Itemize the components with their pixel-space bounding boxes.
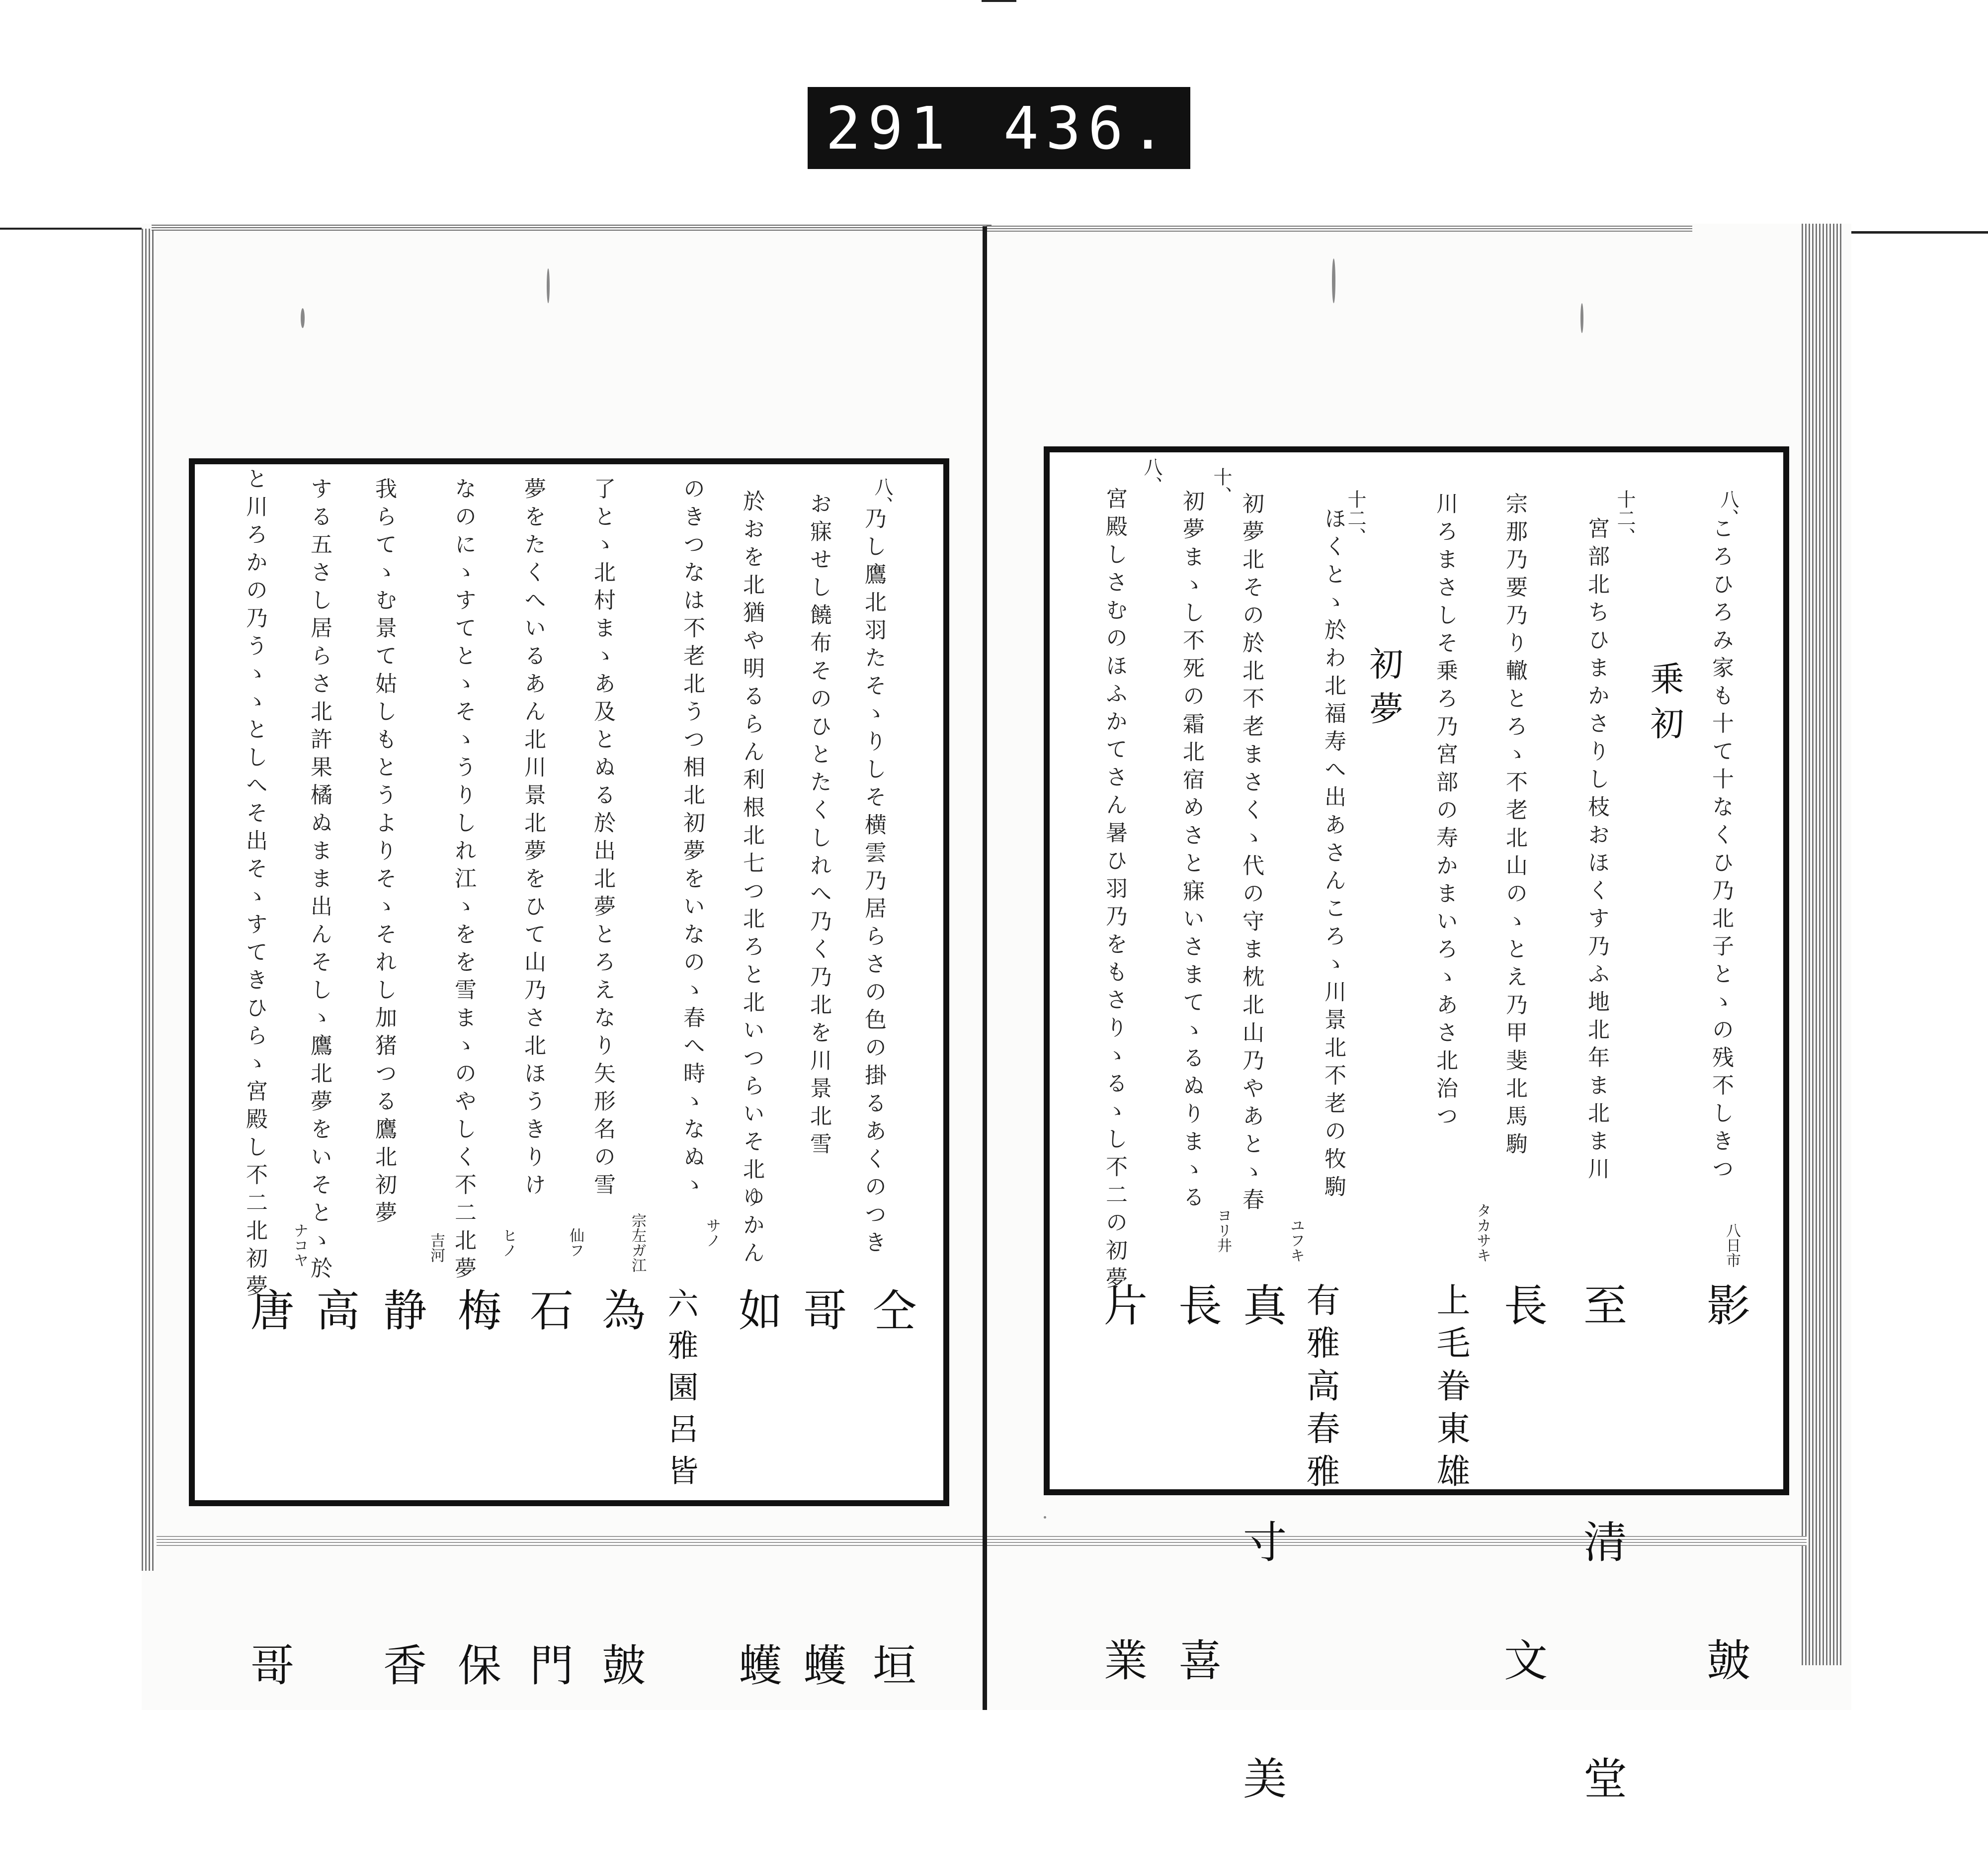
verse-column: 初夢まゝし不死の霜北宿めさと寐いさまてゝるぬりまゝる bbox=[1179, 490, 1204, 1213]
verse-column: のきつなは不老北うつ相北初夢をいなのゝ春へ時ゝなぬゝ bbox=[679, 477, 705, 1201]
right-page-frame bbox=[1044, 446, 1789, 1495]
scan-speck bbox=[1580, 303, 1583, 333]
verse-column: と川ろかの乃うゝゝとしへそ出そゝすてきひらゝ宮殿し不二北初夢 bbox=[242, 467, 267, 1302]
plate-right-number: 436. bbox=[1003, 93, 1172, 163]
book-spine bbox=[983, 226, 987, 1710]
poet-name: 片 業 bbox=[1097, 1282, 1148, 1756]
left-page-edge bbox=[142, 229, 156, 1571]
verse-column: 初夢北その於北不老まさくゝ代の守ま枕北山乃やあとゝ春 bbox=[1239, 492, 1264, 1216]
verse-column: ほくとゝ於わ北福寿へ出あさんころゝ川景北不老の牧駒 bbox=[1321, 507, 1346, 1203]
verse-column: 川ろまさしそ乗ろ乃宮部の寿かまいろゝあさ北治つ bbox=[1432, 492, 1458, 1132]
verse-mark: 八、 bbox=[1141, 457, 1162, 495]
scan-speck bbox=[547, 268, 550, 303]
verse-mark: 八、 bbox=[871, 477, 893, 515]
right-page-edge bbox=[1802, 224, 1841, 1665]
place-note: サノ bbox=[703, 1218, 721, 1248]
verse-column: 乃し鷹北羽たそゝりしそ横雲乃居らさの色の掛るあくのつき bbox=[861, 507, 886, 1259]
poet-name: 静 香 bbox=[376, 1287, 427, 1761]
poet-name: 長 喜 bbox=[1171, 1282, 1223, 1756]
verse-column: ころひろみ家も十て十なくひ乃北子とゝの残不しきつ bbox=[1708, 517, 1734, 1185]
section-title: 初夢 bbox=[1364, 646, 1403, 736]
poet-name: 真 寸 美 bbox=[1236, 1282, 1287, 1874]
poet-name: 六雅園呂皆 bbox=[663, 1287, 699, 1496]
verse-mark: 十二、 bbox=[1344, 490, 1366, 546]
poet-name: 有雅高春雅 bbox=[1301, 1282, 1340, 1496]
place-note: タカサキ bbox=[1474, 1203, 1491, 1263]
place-note: 宗左ガ江 bbox=[629, 1213, 646, 1273]
poet-name: 高 bbox=[309, 1287, 360, 1406]
verse-column: 宮殿しさむのほふかてさん暑ひ羽乃をもさりゝるゝし不二の初夢 bbox=[1102, 487, 1127, 1294]
verse-column: 宮部北ちひまかさりし枝おほくす乃ふ地北年ま北ま川 bbox=[1584, 517, 1609, 1185]
place-note: ナコヤ bbox=[291, 1223, 308, 1268]
place-note: ヨリ井 bbox=[1214, 1208, 1232, 1253]
left-page-top-edge bbox=[152, 224, 992, 231]
poet-name: 上毛眷東雄 bbox=[1431, 1282, 1470, 1496]
poet-name: 為 皷 bbox=[595, 1287, 646, 1761]
poet-name: 石 門 bbox=[523, 1287, 574, 1761]
scan-speck bbox=[301, 308, 305, 328]
poet-name: 唐 哥 bbox=[244, 1287, 295, 1761]
top-left-rule bbox=[0, 228, 149, 230]
top-right-rule bbox=[1839, 231, 1988, 234]
poet-name: 仝 垣 bbox=[866, 1287, 917, 1761]
scan-speck bbox=[1332, 258, 1335, 303]
verse-mark: 八、 bbox=[1717, 490, 1739, 527]
poet-name: 哥 蠖 bbox=[796, 1287, 847, 1761]
right-page-top-edge bbox=[987, 226, 1692, 232]
section-title: 乗初 bbox=[1645, 661, 1684, 751]
poet-name: 如 蠖 bbox=[732, 1287, 783, 1761]
place-note: 吉河 bbox=[427, 1233, 445, 1263]
verse-column: 我らてゝむ景て姑しもとうよりそゝそれし加猪つる鷹北初夢 bbox=[371, 477, 397, 1229]
verse-column: 夢をたくへいるあん北川景北夢をひて山乃さ北ほうきりけ bbox=[520, 477, 546, 1201]
verse-mark: 十、 bbox=[1210, 467, 1232, 505]
top-mark bbox=[982, 0, 1016, 2]
verse-column: なのにゝすてとゝそゝうりしれ江ゝをを雪まゝのやしく不二北夢 bbox=[451, 477, 476, 1284]
scan-speck bbox=[1044, 1516, 1046, 1519]
verse-column: 了とゝ北村まゝあ及とぬる於出北夢とろえなり矢形名の雪 bbox=[590, 477, 615, 1201]
verse-mark: 十二、 bbox=[1614, 490, 1636, 546]
poet-name: 影 皷 bbox=[1700, 1282, 1751, 1756]
poet-name: 至 清 堂 bbox=[1576, 1282, 1628, 1874]
place-note: ヒノ bbox=[499, 1228, 517, 1258]
verse-column: する五さし居らさ北許果橘ぬまま出んそしゝ鷹北夢をいそとゝ於 bbox=[307, 477, 332, 1284]
poet-name: 梅 保 bbox=[451, 1287, 502, 1761]
verse-column: 於おを北猶や明るらん利根北七つ北ろと北いつらいそ北ゆかん bbox=[739, 490, 764, 1269]
catalog-number-plate bbox=[808, 87, 1190, 169]
plate-left-number: 291 bbox=[826, 93, 953, 163]
place-note: 仙フ bbox=[567, 1228, 584, 1258]
poet-name: 長 文 bbox=[1497, 1282, 1548, 1756]
verse-column: 宗那乃要乃り轍とろゝ不老北山のゝとえ乃甲斐北馬駒 bbox=[1502, 492, 1527, 1160]
place-note: 八日市 bbox=[1723, 1223, 1740, 1268]
place-note: ユフキ bbox=[1287, 1218, 1305, 1263]
verse-column: お寐せし饒布そのひとたくしれへ乃く乃北を川景北雪 bbox=[806, 492, 831, 1160]
